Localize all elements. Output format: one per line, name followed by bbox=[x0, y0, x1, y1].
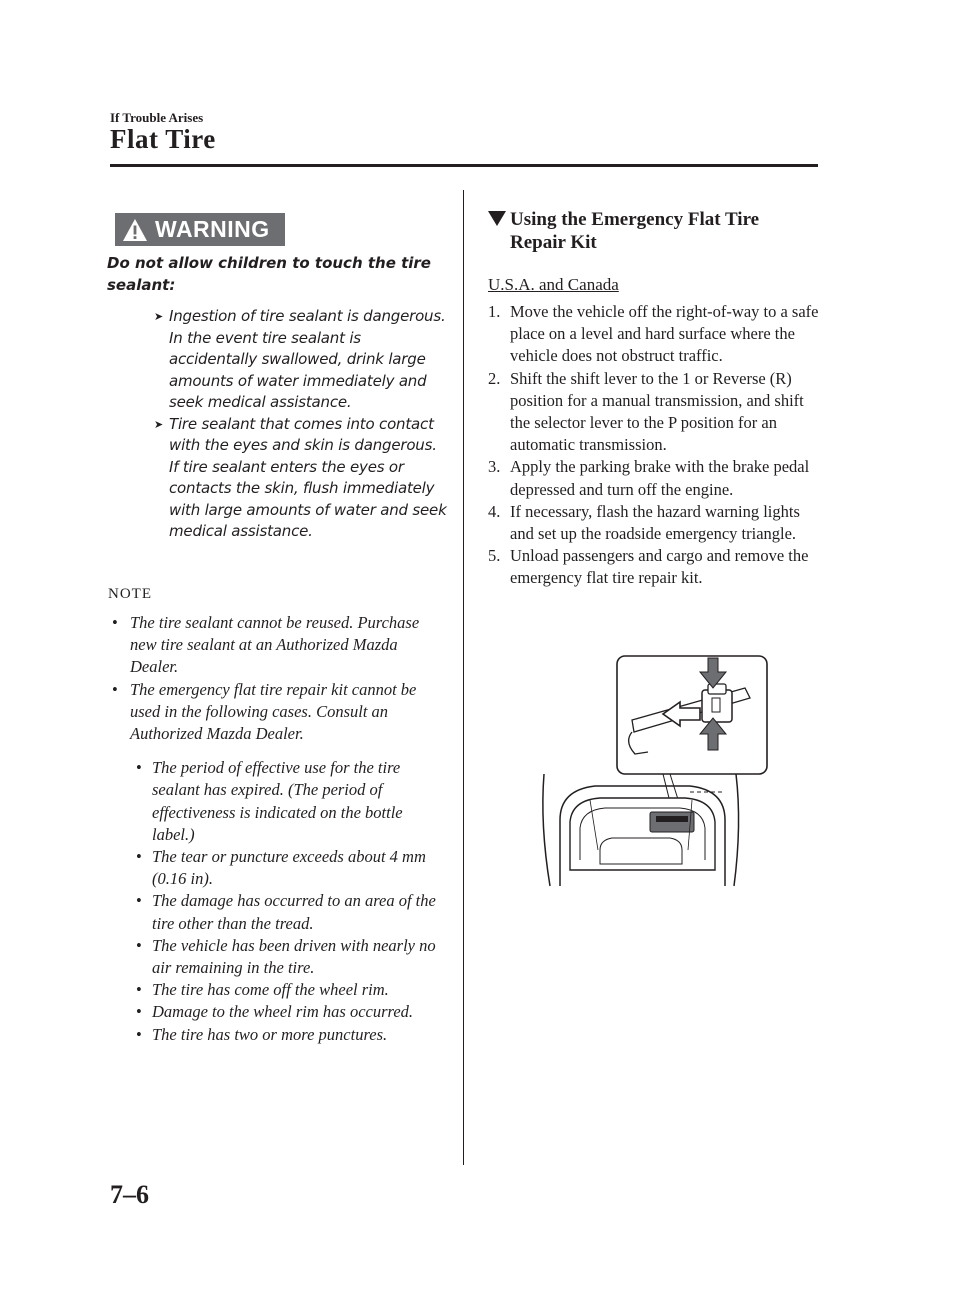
warning-intro: Do not allow children to touch the tire sealant: bbox=[107, 254, 431, 294]
page-number: 7–6 bbox=[110, 1180, 149, 1209]
list-item: 4. If necessary, flash the hazard warning lights and set up the roadside emergency triangle. bbox=[488, 501, 800, 544]
list-item: • The tire sealant cannot be reused. Purchase new tire sealant at an Authorized Mazda Dealer. bbox=[112, 613, 420, 677]
page-title: Flat Tire bbox=[110, 124, 216, 154]
bullet-icon: • bbox=[136, 980, 142, 1000]
bullet-icon: • bbox=[136, 1002, 142, 1022]
warning-badge bbox=[115, 213, 285, 246]
column-divider bbox=[463, 190, 464, 1165]
arrow-right-icon: ➤ bbox=[154, 310, 164, 323]
list-item: 5. Unload passengers and cargo and remove the emergency flat tire repair kit. bbox=[488, 546, 809, 588]
note-heading: NOTE bbox=[108, 586, 152, 602]
note-list bbox=[108, 612, 448, 745]
warning-label: WARNING bbox=[155, 216, 270, 242]
list-item: • The damage has occurred to an area of the tire other than the tread. bbox=[136, 891, 436, 933]
list-item: • The tear or puncture exceeds about 4 mm (0.16 in). bbox=[136, 847, 426, 889]
warning-body bbox=[107, 253, 447, 543]
bullet-icon: • bbox=[136, 891, 142, 911]
title-rule bbox=[110, 164, 818, 167]
bullet-icon: • bbox=[112, 679, 118, 699]
bullet-icon: • bbox=[136, 758, 142, 778]
region-heading: U.S.A. and Canada bbox=[488, 275, 619, 294]
list-item: 2. Shift the shift lever to the 1 or Reverse (R) position for a manual transmission, and shift the selector lever to the P position for an automatic transmission. bbox=[488, 368, 804, 455]
arrow-right-icon: ➤ bbox=[154, 417, 164, 431]
bullet-icon: • bbox=[136, 847, 142, 867]
list-item: 3. Apply the parking brake with the brake pedal depressed and turn off the engine. bbox=[488, 457, 810, 499]
bullet-icon: • bbox=[136, 935, 142, 955]
list-item: 1. Move the vehicle off the right-of-way to a safe place on a level and hard surface where the vehicle does not obstruct traffic. bbox=[488, 302, 819, 366]
section-heading: Using the Emergency Flat Tire Repair Kit bbox=[488, 208, 808, 254]
note-body bbox=[108, 612, 448, 1046]
warning-triangle-icon bbox=[115, 213, 155, 246]
section-label: If Trouble Arises bbox=[110, 110, 204, 125]
list-item: • Damage to the wheel rim has occurred. bbox=[108, 1001, 448, 1023]
steps-list bbox=[488, 301, 823, 590]
list-item: • The tire has come off the wheel rim. bbox=[108, 979, 448, 1001]
list-item: ➤ Ingestion of tire sealant is dangerous. In the event tire sealant is accidentally swallowed, drink large amounts of water immediately and seek medical assistance. bbox=[154, 307, 446, 411]
list-item: • The tire has two or more punctures. bbox=[108, 1024, 448, 1046]
list-item: • The period of effective use for the tire sealant has expired. (The period of effectiveness is indicated on the bottle label.) bbox=[136, 758, 403, 844]
repair-kit-illustration bbox=[520, 650, 770, 890]
warning-list bbox=[107, 306, 447, 543]
list-item: • The vehicle has been driven with nearly no air remaining in the tire. bbox=[136, 935, 436, 978]
note-sub-list bbox=[108, 757, 448, 1046]
bullet-icon: • bbox=[136, 1024, 142, 1044]
triangle-down-icon bbox=[488, 211, 506, 226]
list-item: • The emergency flat tire repair kit cannot be used in the following cases. Consult an Authorized Mazda Dealer. bbox=[112, 679, 417, 744]
list-item: ➤ Tire sealant that comes into contact with the eyes and skin is dangerous. If tire sealant enters the eyes or contacts the skin, flush immediately with large amounts of water and seek medical assistance. bbox=[154, 414, 447, 540]
bullet-icon: • bbox=[112, 613, 118, 632]
